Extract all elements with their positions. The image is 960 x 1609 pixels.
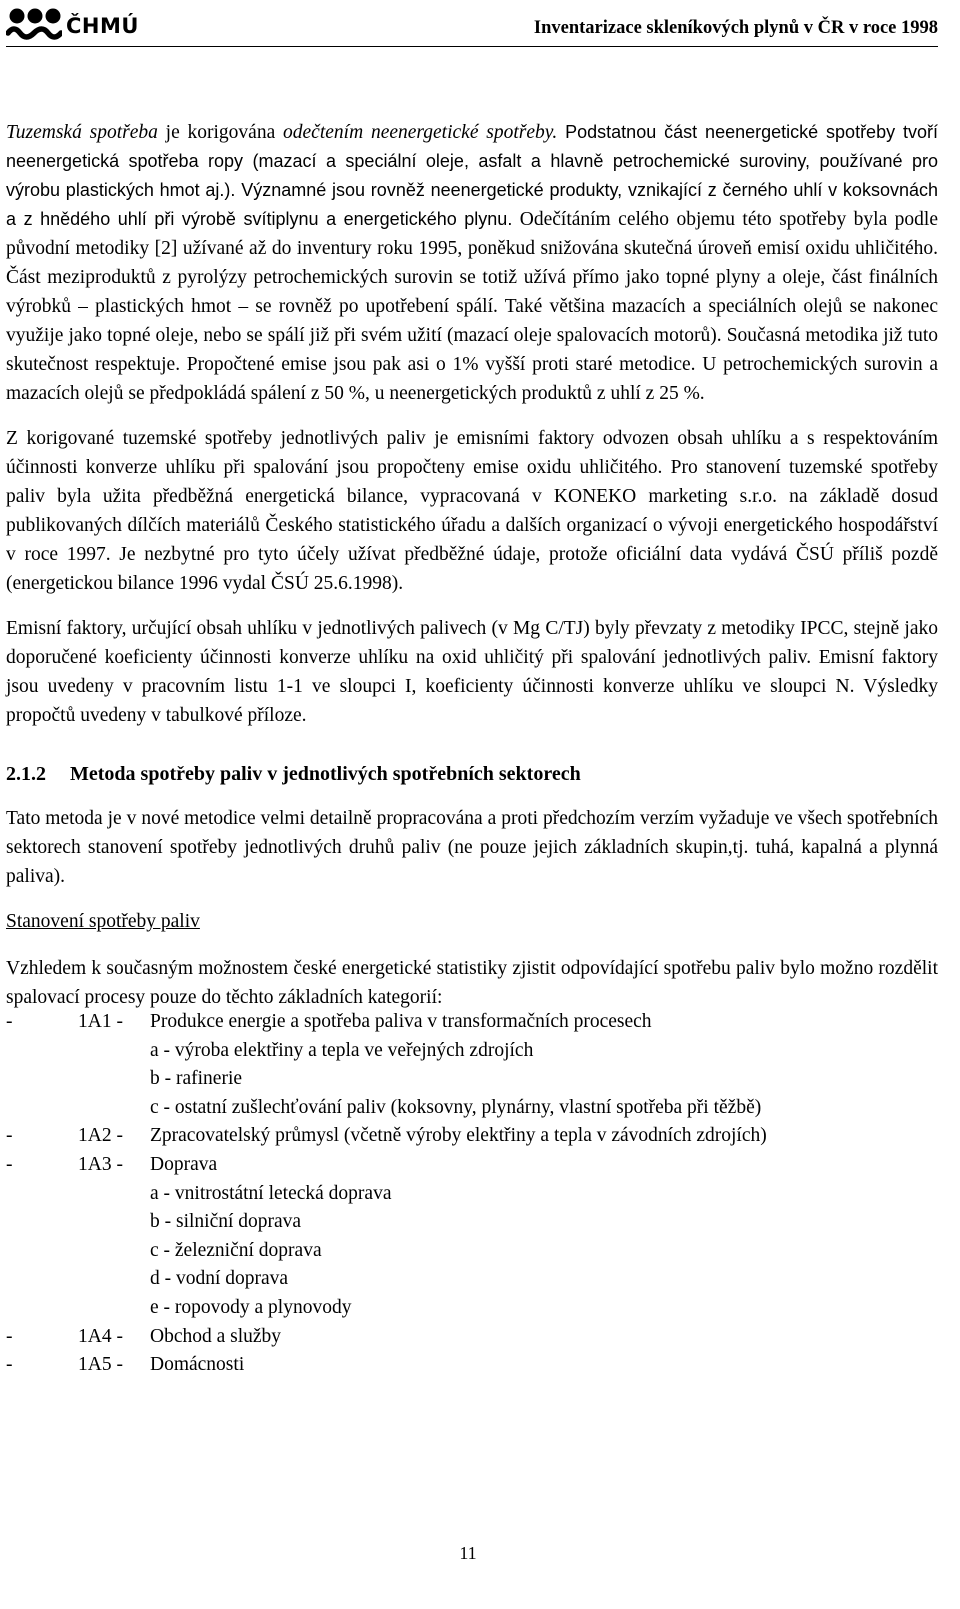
category-label: Zpracovatelský průmysl (včetně výroby elektřiny a tepla v závodních zdrojích) [150,1125,767,1147]
list-item [6,1351,938,1380]
category-code: 1A2 - [78,1125,123,1147]
document-body [6,118,938,1380]
subheading: Stanovení spotřeby paliv [6,911,200,932]
list-subitem: e - ropovody a plynovody [150,1296,352,1318]
paragraph-text-sans: Podstatnou část neenergetické spotřeby tvoří neenergetická spotřeba ropy (mazací a speciální oleje, asfalt a hlavně petrochemické suroviny, používané pro výrobu plastických hmot aj.). Významné jsou rovněž neenergetické produkty, vznikající z černého uhlí v koksovnách a z hnědého uhlí při výrobě svítiplynu a energetického plynu. [6,122,939,229]
paragraph-categories-intro: Vzhledem k současným možnostem české energetické statistiky zjistit odpovídající spotřebu paliv bylo možno rozdělit spalovací procesy pouze do těchto základních kategorií: [6,958,938,1008]
list-dash: - [6,1125,13,1147]
list-dash: - [6,1011,13,1032]
list-subitem: b - rafinerie [150,1068,243,1090]
list-subitem: a - vnitrostátní letecká doprava [150,1182,392,1204]
list-dash: - [6,1325,13,1347]
list-dash: - [6,1153,13,1175]
list-item [6,1122,938,1151]
page-number: 11 [459,1543,477,1563]
category-label: Produkce energie a spotřeba paliva v transformačních procesech [150,1011,652,1032]
paragraph-domestic-consumption [6,118,938,408]
category-code: 1A5 - [78,1354,123,1376]
term-domestic-consumption: Tuzemská spotřeba [6,122,158,143]
category-list [6,1008,938,1380]
list-subitem: c - ostatní zušlechťování paliv (koksovny, plynárny, vlastní spotřeba při těžbě) [150,1096,762,1118]
paragraph-method-description: Tato metoda je v nové metodice velmi detailně propracována a proti předchozím verzím vyžaduje ve všech spotřebních sektorech stanovení spotřeby jednotlivých druhů paliv (ne pouze jejich základních skupin,tj. tuhá, kapalná a plynná paliva). [6,808,938,887]
list-item [6,1323,938,1352]
document-title: Inventarizace skleníkových plynů v ČR v roce 1998 [533,18,938,38]
list-item [6,1008,938,1037]
section-title: Metoda spotřeby paliv v jednotlivých spotřebních sektorech [70,763,581,785]
paragraph-carbon-content: Z korigované tuzemské spotřeby jednotlivých paliv je emisními faktory odvozen obsah uhlíku a s respektováním účinnosti konverze uhlíku při spalování jsou propočteny emise oxidu uhličitého. Pro stanovení tuzemské spotřeby paliv byla užita předběžná energetická bilance, vypracovaná v KONEKO marketing s.r.o. na základě dosud publikovaných dílčích materiálů Českého statistického úřadu a dalších organizací o vývoji energetického hospodářství v roce 1997. Je nezbytné pro tyto účely užívat předběžné údaje, protože oficiální data vydává ČSÚ příliš pozdě (energetickou bilance 1996 vydal ČSÚ 25.6.1998). [6,428,938,594]
category-code: 1A1 - [78,1011,123,1032]
paragraph-emission-factors: Emisní faktory, určující obsah uhlíku v jednotlivých palivech (v Mg C/TJ) byly převzaty z metodiky IPCC, stejně jako doporučené koeficienty účinnosti konverze uhlíku na oxid uhličitý při spalování jednotlivých paliv. Emisní faktory jsou uvedeny v pracovním listu 1-1 ve sloupci I, koeficienty účinnosti konverze uhlíku ve sloupci N. Výsledky propočtů uvedeny v tabulkové příloze. [6,618,938,726]
list-dash: - [6,1354,13,1376]
page-header [0,0,960,50]
term-non-energy-deduction: odečtením neenergetické spotřeby. [283,122,558,143]
paragraph-text: je korigována [157,122,284,143]
section-number: 2.1.2 [6,763,46,785]
list-item [6,1151,938,1180]
paragraph-text: Odečítáním celého objemu této spotřeby byla podle původní metodiky [2] užívané až do inventury roku 1995, poněkud snižována skutečná úroveň emisí oxidu uhličitého. Část meziproduktů z pyrolýzy petrochemických surovin se totiž užívá přímo jako topné plyny a oleje, část finálních výrobků – plastických hmot – se rovněž po upotřebení spálí. Také většina mazacích a speciálních olejů se nakonec využije jako topné oleje, nebo se spálí již při svém užití (mazací oleje spalovacích motorů). Současná metodika již tuto skutečnost respektuje. Propočtené emise jsou pak asi o 1% vyšší proti staré metodice. U petrochemických surovin a mazacích olejů se předpokládá spálení z 50 %, u neenergetických produktů z uhlí z 25 %. [6,209,938,404]
category-code: 1A4 - [78,1325,123,1347]
category-label: Doprava [150,1153,218,1175]
list-subitem: c - železniční doprava [150,1239,322,1261]
category-label: Domácnosti [150,1354,245,1376]
list-subitem: d - vodní doprava [150,1268,289,1290]
header-divider [6,46,938,47]
category-label: Obchod a služby [150,1325,282,1347]
category-code: 1A3 - [78,1153,123,1175]
list-subitem: b - silniční doprava [150,1211,302,1233]
chmu-logo-icon [6,6,62,42]
list-subitem: a - výroba elektřiny a tepla ve veřejných zdrojích [150,1039,534,1061]
section-heading [6,760,938,789]
organization-name: ČHMÚ [66,14,139,38]
